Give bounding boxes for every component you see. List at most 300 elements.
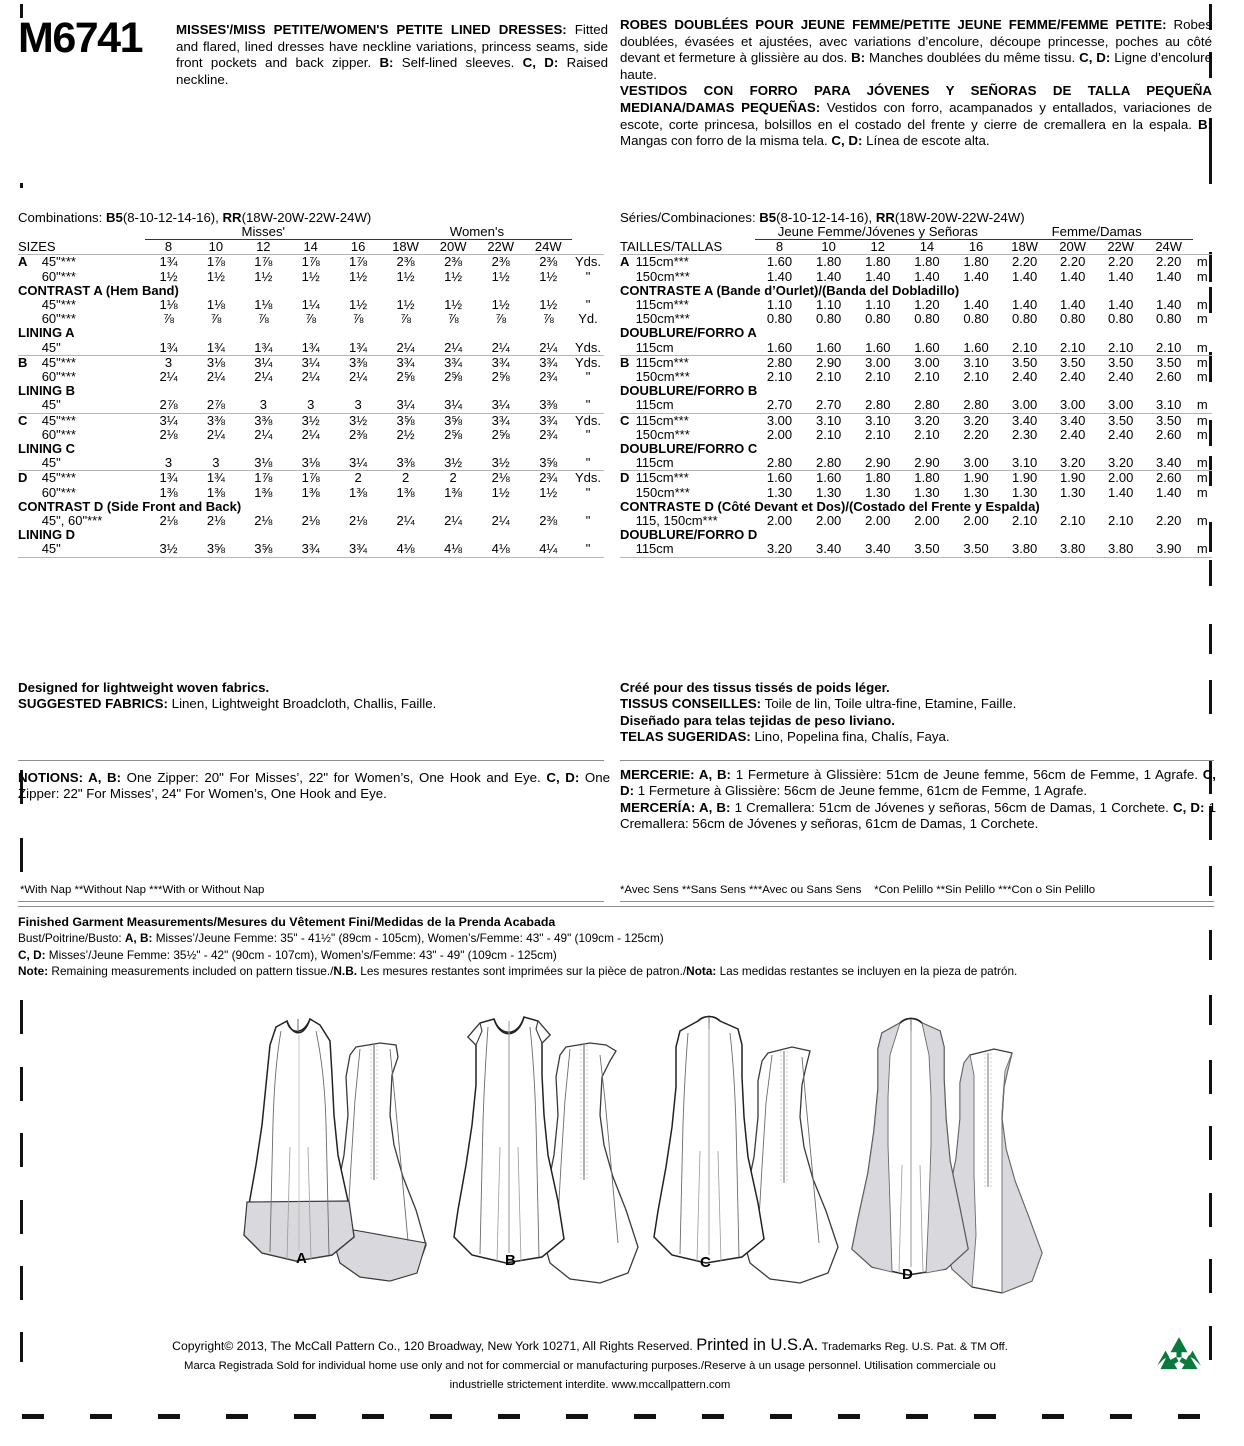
yardage-cell: 3¼ bbox=[491, 397, 510, 413]
divider-finished-top bbox=[18, 906, 1214, 907]
yardage-row bbox=[18, 255, 604, 270]
yardage-cell: 2⅝ bbox=[396, 369, 415, 385]
yardage-cell: 2 bbox=[382, 471, 430, 486]
yardage-cell: 2.10 bbox=[1108, 339, 1134, 355]
suggested-fabrics-english: Designed for lightweight woven fabrics. SUGGESTED FABRICS: Linen, Lightweight Broadcloth, Challis, Faille. bbox=[18, 680, 437, 712]
yardage-cell: 2⅜ bbox=[349, 426, 368, 442]
view-letter: C bbox=[18, 413, 42, 428]
divider-nap-right bbox=[620, 901, 1214, 902]
size-header: 24W bbox=[534, 239, 562, 255]
size-header: 22W bbox=[487, 239, 515, 255]
yardage-cell: 3.20 bbox=[755, 542, 804, 557]
size-header: 12 bbox=[870, 239, 886, 255]
yardage-cell: 1.30 bbox=[1060, 484, 1086, 500]
yardage-cell: 1.40 bbox=[766, 268, 793, 284]
yardage-cell: 3.50 bbox=[952, 542, 1001, 557]
yardage-cell: 1.10 bbox=[766, 297, 793, 313]
yardage-cell: 1½ bbox=[491, 297, 510, 313]
yardage-cell: 0.80 bbox=[865, 311, 891, 327]
yardage-cell: 1¾ bbox=[206, 339, 225, 355]
yardage-cell: 1.90 bbox=[1049, 471, 1097, 486]
group-header: Misses' bbox=[145, 225, 382, 240]
view-letter bbox=[620, 542, 636, 557]
yardage-cell: 1.40 bbox=[1156, 484, 1182, 500]
size-header: 24W bbox=[1155, 239, 1183, 255]
view-letter bbox=[620, 270, 636, 284]
width-label: 45", 60"*** bbox=[41, 513, 103, 529]
view-letter: A bbox=[18, 255, 42, 270]
description-french-spanish: ROBES DOUBLÉES POUR JEUNE FEMME/PETITE JEUNE FEMME/FEMME PETITE: Robes doublées, évasées et ajustées, avec variations d’encolure, découpe princesse, poches au côté devant et fermeture à glissière au dos. B: Manches doublées du même tissu. C, D: Ligne d’encolure haute. VESTIDOS CON FORRO PARA JÓVENES Y SEÑORAS DE TALLA PEQUEÑA MEDIANA/DAMAS PEQUEÑAS: Vestidos con forro, acampanados y entallados, variaciones de escote, corte princesa, bolsillos en el costado del frente y cierre de cremallera en la espala. B: Mangas con forro de la misma tela. C, D: Línea de escote alta. bbox=[620, 17, 1212, 149]
notions-french-spanish: MERCERIE: A, B: 1 Fermeture à Glissière: 51cm de Jeune femme, 56cm de Femme, 1 Agrafe. C, D: 1 Fermeture à Glissière: 56cm de Jeune femme, 61cm de Femme, 1 Agrafe. MERCERÍA: A, B: 1 Cremallera: 51cm de Jóvenes y señoras, 56cm de Damas, 1 Corchete. C, D: 1 Cremallera: 56cm de Jóvenes y señoras, 61cm de Damas, 1 Corchete. bbox=[620, 767, 1217, 832]
width-label: 60"*** bbox=[41, 426, 76, 442]
yardage-cell: 2¼ bbox=[444, 339, 463, 355]
yardage-cell: 2¾ bbox=[539, 426, 558, 442]
yardage-cell: 3¼ bbox=[240, 355, 287, 370]
unit-label: m bbox=[1196, 397, 1208, 413]
yardage-cell: 3 bbox=[164, 455, 173, 471]
yardage-cell: 2.20 bbox=[1156, 513, 1182, 529]
yardage-cell: ⅞ bbox=[352, 311, 364, 327]
section-label: LINING A bbox=[18, 325, 75, 341]
yardage-cell: 3½ bbox=[145, 542, 192, 557]
view-letter bbox=[620, 341, 636, 356]
size-header: 10 bbox=[821, 239, 836, 255]
yardage-cell: 2⅛ bbox=[159, 513, 178, 529]
yardage-cell: 1½ bbox=[206, 268, 225, 284]
yardage-cell: 3⅜ bbox=[192, 413, 239, 428]
yardage-row bbox=[18, 298, 604, 312]
yardage-cell: 1.30 bbox=[865, 484, 891, 500]
yardage-cell: 1½ bbox=[491, 484, 510, 500]
yardage-cell: 2.80 bbox=[963, 397, 989, 413]
width-label: 45" bbox=[42, 542, 145, 557]
yardage-grid-imperial bbox=[18, 225, 604, 558]
section-row bbox=[620, 500, 1212, 514]
yardage-cell: 1.60 bbox=[755, 471, 804, 486]
yardage-cell: 3¼ bbox=[287, 355, 334, 370]
yardage-row bbox=[620, 514, 1212, 528]
yardage-cell: 1.40 bbox=[1108, 484, 1134, 500]
yardage-cell: 3.00 bbox=[853, 355, 902, 370]
width-label: 115cm*** bbox=[636, 255, 755, 270]
view-letter bbox=[18, 370, 42, 384]
yardage-cell: 2⅜ bbox=[429, 255, 477, 270]
yardage-cell: 1¾ bbox=[145, 471, 192, 486]
view-letter bbox=[18, 398, 42, 413]
size-header: 14 bbox=[919, 239, 935, 255]
yardage-cell: 2.80 bbox=[755, 355, 804, 370]
size-header: 22W bbox=[1107, 239, 1135, 255]
yardage-cell: 2 bbox=[334, 471, 381, 486]
view-letter bbox=[620, 486, 636, 500]
yardage-cell: 2¼ bbox=[301, 426, 320, 442]
yardage-cell: 1¾ bbox=[349, 339, 368, 355]
yardage-cell: 2⅝ bbox=[444, 426, 463, 442]
unit-label: " bbox=[585, 484, 591, 500]
footer-line2: Marca Registrada Sold for individual home use only and not for commercial or manufacturing purposes./Reserve à un usage personnel. Utilisation commerciale ou bbox=[184, 1360, 996, 1372]
yardage-cell: 3¾ bbox=[382, 355, 430, 370]
section-label: DOUBLURE/FORRO D bbox=[620, 527, 758, 543]
yardage-cell: 0.80 bbox=[815, 311, 842, 327]
yardage-cell: 1.40 bbox=[1108, 268, 1134, 284]
yardage-cell: 2.80 bbox=[914, 397, 940, 413]
unit-label: Yds. bbox=[572, 355, 604, 370]
yardage-cell: 1¾ bbox=[159, 339, 178, 355]
yardage-cell: 2¼ bbox=[206, 426, 225, 442]
yardage-cell: 1¼ bbox=[301, 297, 320, 313]
view-letter: B bbox=[18, 355, 42, 370]
section-label: DOUBLURE/FORRO A bbox=[620, 325, 757, 341]
yardage-cell: 3 bbox=[212, 455, 220, 471]
view-letter bbox=[620, 298, 636, 312]
view-c-label: C bbox=[700, 1254, 711, 1271]
view-b-label: B bbox=[505, 1252, 516, 1269]
yardage-cell: 0.80 bbox=[1156, 311, 1182, 327]
yardage-cell: 2⅜ bbox=[477, 255, 525, 270]
width-label: 115cm*** bbox=[636, 355, 755, 370]
size-header: 12 bbox=[256, 239, 271, 255]
yardage-cell: 3.90 bbox=[1145, 542, 1193, 557]
yardage-cell: ⅞ bbox=[495, 311, 507, 327]
view-letter bbox=[18, 270, 42, 284]
section-label: CONTRASTE D (Côté Devant et Dos)/(Costado del Frente y Espalda) bbox=[620, 498, 1040, 514]
yardage-cell: 3¼ bbox=[349, 455, 368, 471]
yardage-cell: ⅞ bbox=[210, 311, 222, 327]
width-label: 150cm*** bbox=[635, 426, 690, 442]
view-a-drawing bbox=[244, 1019, 426, 1281]
yardage-cell: 1½ bbox=[539, 297, 558, 313]
yardage-cell: 1.40 bbox=[1156, 297, 1182, 313]
section-label: CONTRAST A (Hem Band) bbox=[18, 282, 179, 298]
unit-label: m bbox=[1193, 355, 1212, 370]
width-label: 150cm*** bbox=[635, 369, 690, 385]
yardage-cell: 1⅛ bbox=[159, 297, 178, 313]
yardage-cell: 3.40 bbox=[804, 542, 853, 557]
size-header: 14 bbox=[303, 239, 318, 255]
width-label: 60"*** bbox=[41, 369, 76, 385]
view-letter: B bbox=[620, 355, 636, 370]
yardage-cell: 3.20 bbox=[1108, 455, 1134, 471]
yardage-cell: 1⅞ bbox=[334, 255, 381, 270]
yardage-cell: 1½ bbox=[349, 268, 368, 284]
yardage-cell: 2.10 bbox=[914, 426, 940, 442]
yardage-cell: 2¼ bbox=[254, 369, 273, 385]
yardage-cell: 2.30 bbox=[1011, 426, 1038, 442]
section-row bbox=[18, 528, 604, 542]
yardage-cell: 3.10 bbox=[952, 355, 1001, 370]
section-row bbox=[18, 284, 604, 298]
unit-label: Yds. bbox=[575, 339, 602, 355]
yardage-cell: 2⅝ bbox=[444, 369, 463, 385]
size-header: 20W bbox=[1059, 239, 1087, 255]
yardage-cell: 1¾ bbox=[145, 255, 192, 270]
view-d-drawing bbox=[852, 1019, 1042, 1294]
yardage-cell: 2⅛ bbox=[477, 471, 525, 486]
section-label: DOUBLURE/FORRO B bbox=[620, 383, 758, 399]
yardage-cell: 2.80 bbox=[865, 397, 891, 413]
yardage-cell: 2⅜ bbox=[382, 255, 430, 270]
view-letter bbox=[18, 341, 42, 356]
yardage-cell: 2⅛ bbox=[349, 513, 368, 529]
yardage-cell: 1½ bbox=[444, 297, 463, 313]
section-label: LINING B bbox=[18, 383, 76, 399]
yardage-cell: 2.40 bbox=[1108, 369, 1134, 385]
yardage-cell: 0.80 bbox=[914, 311, 940, 327]
yardage-cell: 2⅛ bbox=[301, 513, 320, 529]
yardage-cell: 1¾ bbox=[192, 471, 239, 486]
yardage-cell: 1½ bbox=[254, 268, 273, 284]
yardage-cell: 1.40 bbox=[865, 268, 891, 284]
unit-label: " bbox=[585, 513, 591, 529]
yardage-cell: 2.10 bbox=[1108, 513, 1134, 529]
yardage-cell: 3.50 bbox=[1097, 413, 1145, 428]
sizes-row bbox=[18, 240, 604, 255]
yardage-cell: 1.40 bbox=[1156, 268, 1182, 284]
group-header-row bbox=[18, 225, 604, 240]
yardage-cell: 3.50 bbox=[1097, 355, 1145, 370]
yardage-row bbox=[620, 341, 1212, 356]
unit-label: m bbox=[1196, 268, 1208, 284]
finished-measurements-line2: C, D: Misses’/Jeune Femme: 35½" - 42" (90cm - 107cm), Women’s/Femme: 43" - 49" (109cm - 125cm) bbox=[18, 947, 557, 962]
sizes-label: TAILLES/TALLAS bbox=[620, 239, 723, 255]
yardage-cell: 2.70 bbox=[815, 397, 842, 413]
yardage-cell: 2⅜ bbox=[539, 513, 558, 529]
unit-label: m bbox=[1196, 455, 1208, 471]
yardage-cell: 3⅜ bbox=[240, 413, 287, 428]
width-label: 115cm*** bbox=[635, 297, 689, 313]
yardage-cell: 3.80 bbox=[1001, 542, 1049, 557]
yardage-cell: 4⅛ bbox=[477, 542, 525, 557]
sizes-label: SIZES bbox=[18, 239, 56, 255]
yardage-cell: 2.40 bbox=[1108, 426, 1134, 442]
width-label: 45" bbox=[41, 397, 61, 413]
view-d-label: D bbox=[902, 1266, 913, 1283]
view-letter: C bbox=[620, 413, 636, 428]
yardage-cell: 2¼ bbox=[159, 369, 178, 385]
yardage-cell: 1.30 bbox=[1011, 484, 1038, 500]
yardage-cell: 3.40 bbox=[1156, 455, 1182, 471]
nap-notes-french-spanish: *Avec Sens **Sans Sens ***Avec ou Sans Sens *Con Pelillo **Sin Pelillo ***Con o Sin Pelillo bbox=[620, 884, 1096, 896]
yardage-cell: 3⅝ bbox=[539, 455, 558, 471]
yardage-cell: 2.00 bbox=[1097, 471, 1145, 486]
yardage-cell: 3.10 bbox=[804, 413, 853, 428]
yardage-cell: 1¾ bbox=[301, 339, 320, 355]
yardage-cell: 3⅛ bbox=[301, 455, 320, 471]
unit-label: " bbox=[585, 426, 591, 442]
size-header: 8 bbox=[775, 239, 784, 255]
yardage-cell: 1⅞ bbox=[240, 471, 287, 486]
yardage-cell: 1½ bbox=[349, 297, 368, 313]
yardage-table-metric bbox=[620, 210, 1212, 558]
yardage-cell: 2.80 bbox=[766, 455, 793, 471]
yardage-cell: 1.80 bbox=[853, 471, 902, 486]
footer-line3: industrielle strictement interdite. www.mccallpattern.com bbox=[449, 1379, 731, 1391]
line-drawings-svg bbox=[240, 1005, 1140, 1315]
yardage-cell: 1.80 bbox=[902, 255, 951, 270]
width-label: 45" bbox=[41, 339, 61, 355]
yardage-cell: 3¾ bbox=[334, 542, 381, 557]
yardage-cell: 2.00 bbox=[865, 513, 891, 529]
yardage-body-imperial bbox=[18, 225, 604, 557]
yardage-cell: 3⅜ bbox=[334, 355, 381, 370]
yardage-cell: 4⅛ bbox=[429, 542, 477, 557]
section-row bbox=[620, 442, 1212, 456]
yardage-row bbox=[18, 270, 604, 284]
size-header: 10 bbox=[208, 239, 224, 255]
yardage-cell: 3¼ bbox=[145, 413, 192, 428]
yardage-cell: 3.80 bbox=[1049, 542, 1097, 557]
yardage-row bbox=[620, 428, 1212, 442]
yardage-cell: 1.80 bbox=[902, 471, 951, 486]
yardage-cell: 2.20 bbox=[1097, 255, 1145, 270]
yardage-cell: 3.10 bbox=[853, 413, 902, 428]
yardage-row bbox=[18, 471, 604, 486]
yardage-cell: 1.60 bbox=[766, 339, 793, 355]
yardage-cell: 4¼ bbox=[524, 542, 572, 557]
group-header: Women's bbox=[382, 225, 572, 240]
view-letter bbox=[620, 370, 636, 384]
yardage-row bbox=[620, 542, 1212, 557]
yardage-row bbox=[620, 471, 1212, 486]
unit-label: m bbox=[1193, 471, 1212, 486]
section-label: LINING C bbox=[18, 441, 76, 457]
yardage-cell: 1½ bbox=[491, 268, 510, 284]
yardage-cell: 3.40 bbox=[1049, 413, 1097, 428]
view-letter bbox=[18, 428, 42, 442]
printed-in-usa: Printed in U.S.A. bbox=[696, 1336, 819, 1354]
yardage-row bbox=[18, 514, 604, 528]
yardage-cell: 2.40 bbox=[1060, 426, 1086, 442]
divider-notions-left bbox=[18, 760, 604, 761]
view-letter bbox=[18, 312, 42, 326]
yardage-cell: 3.40 bbox=[1001, 413, 1049, 428]
width-label: 150cm*** bbox=[635, 311, 690, 327]
yardage-cell: 1.30 bbox=[963, 484, 989, 500]
yardage-cell: 3 bbox=[145, 355, 192, 370]
finished-measurements-title: Finished Garment Measurements/Mesures du Vêtement Fini/Medidas de la Prenda Acabada bbox=[18, 915, 556, 929]
yardage-body-metric bbox=[620, 225, 1212, 557]
yardage-cell: 2¼ bbox=[301, 369, 320, 385]
trademarks-note: Trademarks Reg. U.S. Pat. & TM Off. bbox=[821, 1341, 1008, 1353]
yardage-cell: 3.20 bbox=[902, 413, 951, 428]
view-letter bbox=[620, 312, 636, 326]
view-letter bbox=[620, 456, 636, 471]
yardage-cell: 1.10 bbox=[815, 297, 842, 313]
yardage-cell: 1½ bbox=[396, 297, 415, 313]
finished-garment-measurements bbox=[18, 914, 1218, 979]
yardage-cell: 3⅝ bbox=[240, 542, 287, 557]
yardage-cell: 1.60 bbox=[804, 471, 853, 486]
yardage-row bbox=[620, 398, 1212, 413]
view-b-drawing bbox=[454, 1017, 638, 1283]
yardage-cell: 1½ bbox=[396, 268, 415, 284]
yardage-grid-metric bbox=[620, 225, 1212, 558]
description-english: MISSES'/MISS PETITE/WOMEN'S PETITE LINED DRESSES: Fitted and flared, lined dresses have neckline variations, princess seams, side front pockets and back zipper. B: Self-lined sleeves. C, D: Raised neckline. bbox=[176, 22, 609, 87]
view-a-label: A bbox=[296, 1250, 307, 1267]
width-label: 115, 150cm*** bbox=[635, 513, 718, 529]
yardage-cell: 3.00 bbox=[963, 455, 989, 471]
section-label: LINING D bbox=[18, 527, 76, 543]
yardage-cell: 2.10 bbox=[865, 426, 891, 442]
yardage-cell: 3⅝ bbox=[192, 542, 239, 557]
unit-label: m bbox=[1193, 413, 1212, 428]
notions-english: NOTIONS: A, B: One Zipper: 20" For Misses’, 22" for Women’s, One Hook and Eye. C, D: One Zipper: 22" For Misses’, 24" For Women’s, One Hook and Eye. bbox=[18, 770, 611, 802]
yardage-cell: 1½ bbox=[301, 268, 320, 284]
yardage-cell: 1⅜ bbox=[206, 484, 225, 500]
yardage-cell: 1⅜ bbox=[444, 484, 463, 500]
yardage-cell: 2.10 bbox=[963, 369, 989, 385]
section-label: CONTRASTE A (Bande d’Ourlet)/(Banda del Dobladillo) bbox=[620, 282, 960, 298]
yardage-cell: 3¼ bbox=[444, 397, 463, 413]
size-header: 18W bbox=[1011, 239, 1039, 255]
unit-label: m bbox=[1193, 542, 1212, 557]
yardage-cell: 1.80 bbox=[853, 255, 902, 270]
yardage-cell: 1.40 bbox=[1011, 268, 1038, 284]
yardage-cell: 2.80 bbox=[815, 455, 842, 471]
view-letter bbox=[18, 514, 42, 528]
yardage-cell: 1.30 bbox=[815, 484, 842, 500]
divider-notions-right bbox=[620, 760, 1214, 761]
width-label: 45"*** bbox=[42, 255, 145, 270]
width-label: 115cm*** bbox=[636, 471, 755, 486]
yardage-cell: 2.40 bbox=[1060, 369, 1086, 385]
yardage-row bbox=[18, 355, 604, 370]
yardage-cell: 0.80 bbox=[963, 311, 989, 327]
yardage-cell: 3.00 bbox=[755, 413, 804, 428]
yardage-cell: 3¾ bbox=[429, 355, 477, 370]
width-label: 60"*** bbox=[41, 311, 76, 327]
yardage-cell: 1.60 bbox=[865, 339, 891, 355]
width-label: 60"*** bbox=[41, 484, 76, 500]
yardage-cell: 2.00 bbox=[963, 513, 989, 529]
yardage-cell: 2.10 bbox=[815, 369, 842, 385]
unit-label: m bbox=[1196, 513, 1208, 529]
yardage-cell: 1.60 bbox=[815, 339, 842, 355]
yardage-cell: 3.20 bbox=[952, 413, 1001, 428]
yardage-cell: 3.00 bbox=[1108, 397, 1134, 413]
yardage-cell: 1½ bbox=[539, 484, 558, 500]
yardage-cell: 1⅞ bbox=[287, 255, 334, 270]
divider-nap-left bbox=[18, 901, 604, 902]
yardage-cell: 3.50 bbox=[1049, 355, 1097, 370]
pattern-number: M6741 bbox=[18, 14, 142, 62]
yardage-cell: 3⅛ bbox=[254, 455, 273, 471]
unit-label: " bbox=[585, 455, 591, 471]
yardage-cell: 2.10 bbox=[1060, 513, 1086, 529]
yardage-cell: 2 bbox=[429, 471, 477, 486]
view-letter bbox=[18, 456, 42, 471]
yardage-cell: 2.90 bbox=[914, 455, 940, 471]
section-row bbox=[620, 528, 1212, 542]
section-row bbox=[620, 326, 1212, 340]
yardage-row bbox=[18, 370, 604, 384]
yardage-cell: 2.40 bbox=[1011, 369, 1038, 385]
yardage-cell: 2¼ bbox=[349, 369, 368, 385]
yardage-row bbox=[620, 355, 1212, 370]
yardage-cell: 2.20 bbox=[963, 426, 989, 442]
width-label: 115cm bbox=[635, 339, 674, 355]
unit-label: m bbox=[1196, 369, 1208, 385]
yardage-cell: 3¾ bbox=[477, 413, 525, 428]
width-label: 115cm bbox=[635, 455, 674, 471]
yardage-cell: 2.10 bbox=[914, 369, 940, 385]
view-letter: D bbox=[18, 471, 42, 486]
yardage-cell: 2¼ bbox=[206, 369, 225, 385]
yardage-cell: 1¾ bbox=[254, 339, 273, 355]
yardage-cell: 2.20 bbox=[1049, 255, 1097, 270]
yardage-cell: 1⅞ bbox=[192, 255, 239, 270]
size-header: 16 bbox=[968, 239, 984, 255]
